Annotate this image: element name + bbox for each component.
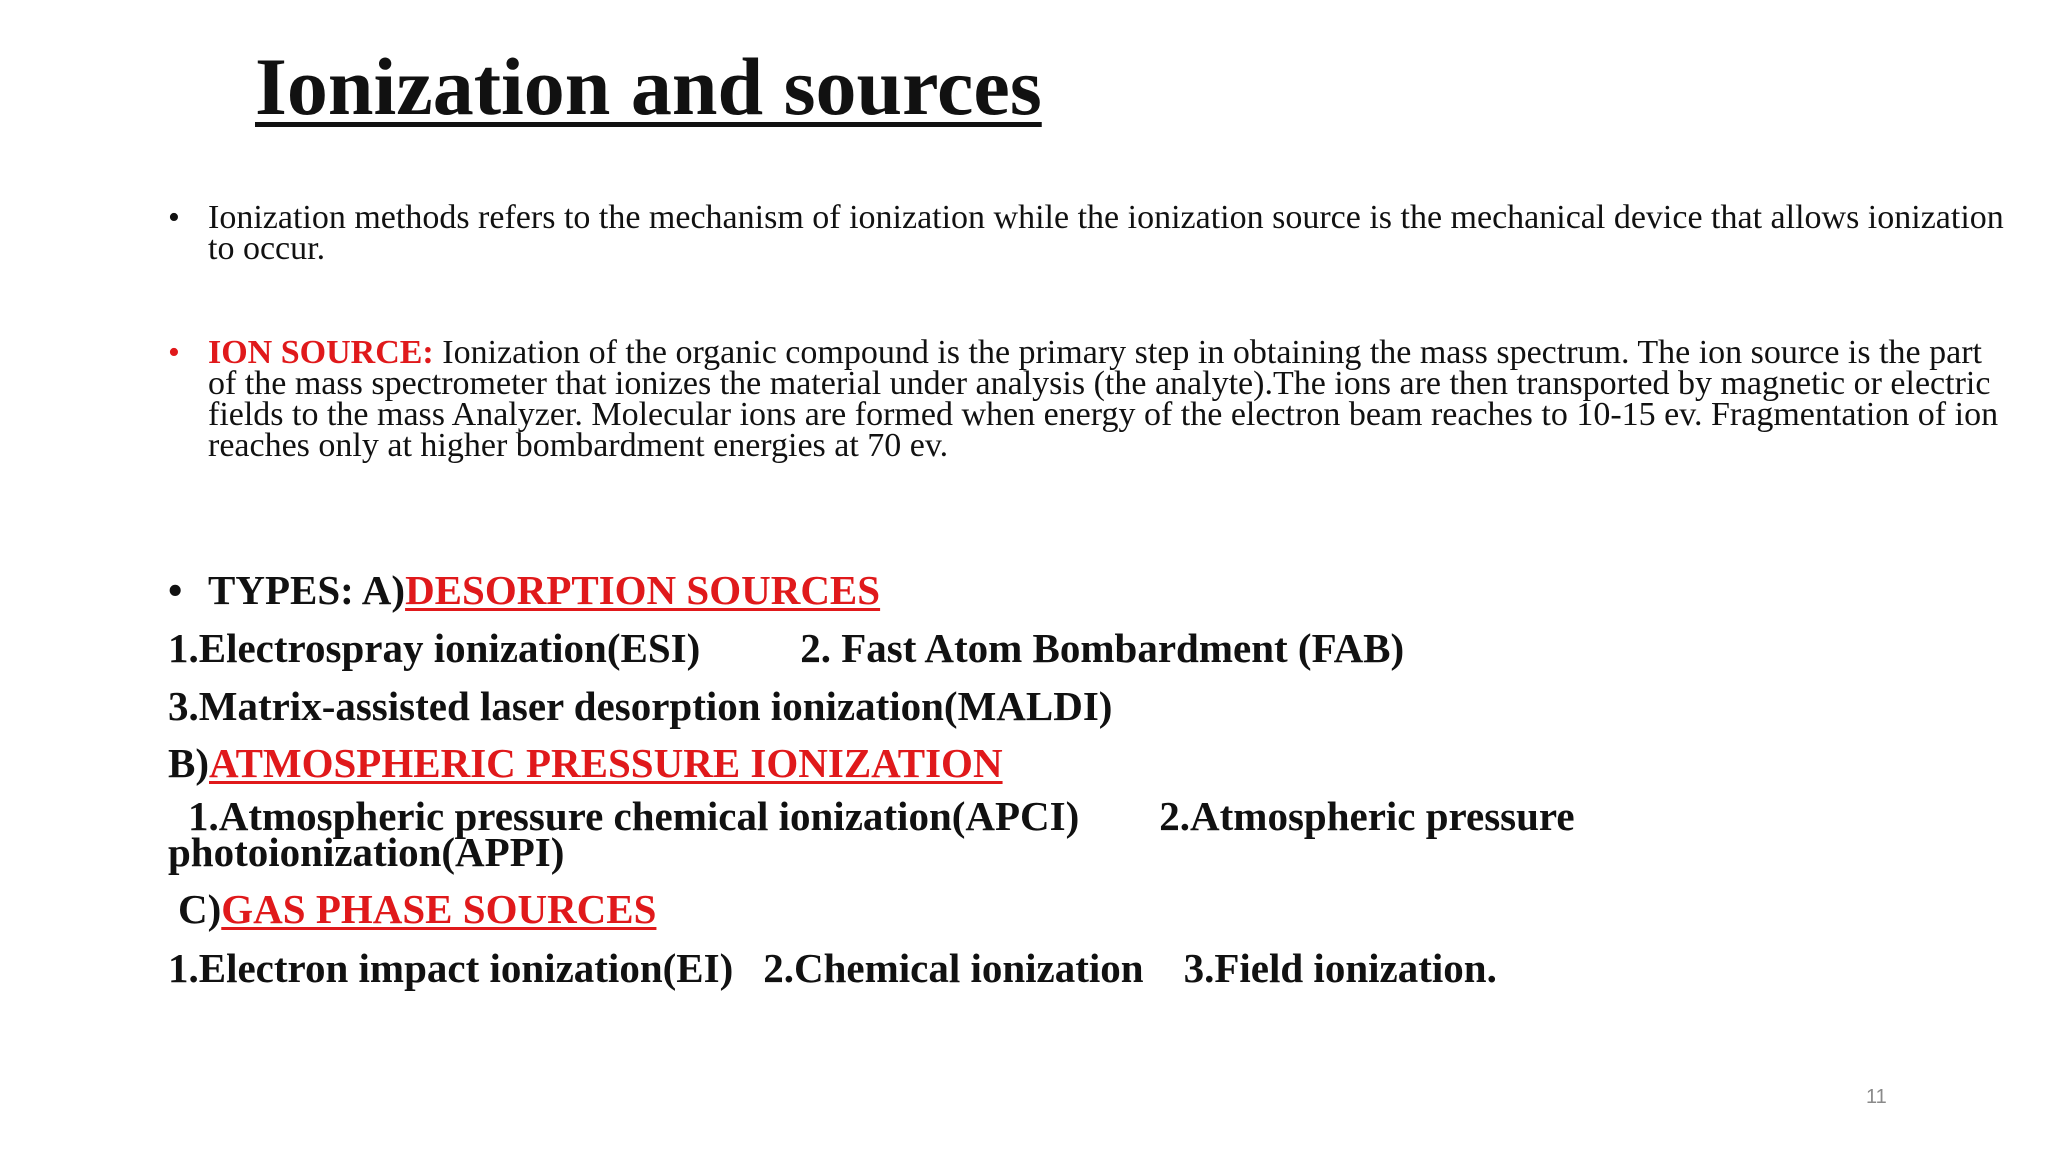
- bullet-body: [208, 334, 2018, 464]
- atmospheric-prefix: B): [168, 740, 209, 786]
- bullet-text: Ionization methods refers to the mechanism of ionization while the ionization source is the mechanical device that allows ionization to occur.: [208, 199, 2004, 267]
- appi-item: 2.Atmospheric pressure photoionization(APPI): [168, 793, 1575, 875]
- desorption-row-1: [168, 625, 1404, 671]
- apci-item: 1.Atmospheric pressure chemical ionization(APCI): [188, 793, 1080, 839]
- fab-item: 2. Fast Atom Bombardment (FAB): [800, 625, 1405, 671]
- types-prefix: TYPES: A): [208, 567, 406, 613]
- bullet-icon: •: [168, 334, 180, 371]
- atmospheric-row: [168, 793, 1868, 875]
- bullet-icon: •: [168, 199, 180, 236]
- gas-phase-prefix: C): [178, 886, 222, 932]
- bullet-ionization-methods: [168, 199, 2018, 267]
- bullet-icon: •: [168, 567, 183, 613]
- gas-phase-heading: [168, 886, 656, 932]
- desorption-row-2: [168, 683, 1112, 729]
- ion-source-label: ION SOURCE:: [208, 334, 434, 371]
- ei-item: 1.Electron impact ionization(EI): [168, 945, 734, 991]
- types-heading: [168, 567, 880, 613]
- slide-title: Ionization and sources: [255, 41, 1042, 132]
- gas-phase-sources-heading: GAS PHASE SOURCES: [221, 886, 657, 932]
- esi-item: 1.Electrospray ionization(ESI): [168, 625, 701, 671]
- atmospheric-pressure-heading: ATMOSPHERIC PRESSURE IONIZATION: [209, 740, 1003, 786]
- maldi-item: 3.Matrix-assisted laser desorption ionization(MALDI): [168, 683, 1113, 729]
- ci-item: 2.Chemical ionization: [763, 945, 1144, 991]
- page-number: 11: [1866, 1086, 1887, 1108]
- ion-source-text: Ionization of the organic compound is the primary step in obtaining the mass spectrum. The ion source is the part of the mass spectrometer that ionizes the material under analysis (the analyte).The ions are then transported by magnetic or electric fields to the mass Analyzer. Molecular ions are formed when energy of the electron beam reaches to 10-15 ev. Fragmentation of ion reaches only at higher bombardment energies at 70 ev.: [208, 334, 1999, 464]
- fi-item: 3.Field ionization.: [1183, 945, 1497, 991]
- desorption-sources-heading: DESORPTION SOURCES: [405, 567, 881, 613]
- bullet-ion-source: [168, 334, 2018, 464]
- atmospheric-heading: [168, 740, 1003, 786]
- gas-phase-row: [168, 945, 1497, 991]
